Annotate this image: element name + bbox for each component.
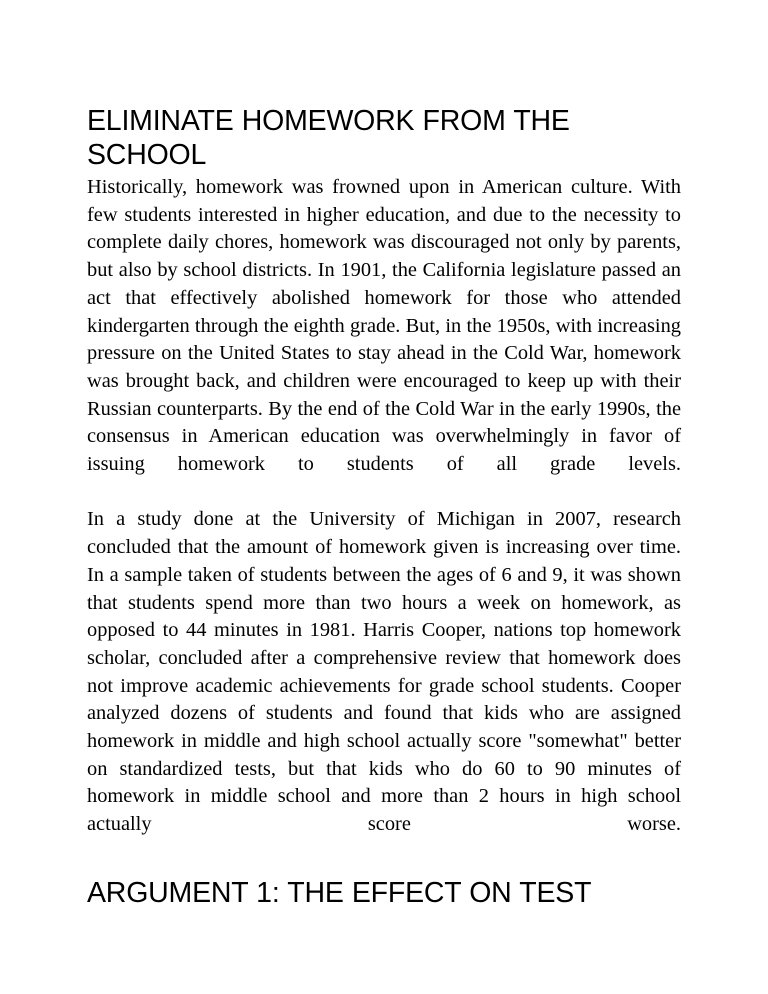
page-title: ELIMINATE HOMEWORK FROM THE SCHOOL xyxy=(87,105,570,171)
paragraph-research: In a study done at the University of Michigan in 2007, research concluded that the amount of homework given is increasing over time. In a sample taken of students between the ages of 6 and 9, it was shown that students spend more than two hours a week on homework, as opposed to 44 minutes in 1981. Harris Cooper, nations top homework scholar, concluded after a comprehensive review that homework does not improve academic achievements for grade school students. Cooper analyzed dozens of students and found that kids who are assigned homework in middle and high school actually score "somewhat" better on standardized tests, but that kids who do 60 to 90 minutes of homework in middle school and more than 2 hours in high school actually score worse. xyxy=(87,508,681,836)
section-heading-argument-1: ARGUMENT 1: THE EFFECT ON TEST xyxy=(87,876,592,909)
document-body xyxy=(87,104,681,910)
paragraph-history: Historically, homework was frowned upon in American culture. With few students interested in higher education, and due to the necessity to complete daily chores, homework was discouraged not only by parents, but also by school districts. In 1901, the California legislature passed an act that effectively abolished homework for those who attended kindergarten through the eighth grade. But, in the 1950s, with increasing pressure on the United States to stay ahead in the Cold War, homework was brought back, and children were encouraged to keep up with their Russian counterparts. By the end of the Cold War in the early 1990s, the consensus in American education was overwhelmingly in favor of issuing homework to students of all grade levels. xyxy=(87,176,681,476)
